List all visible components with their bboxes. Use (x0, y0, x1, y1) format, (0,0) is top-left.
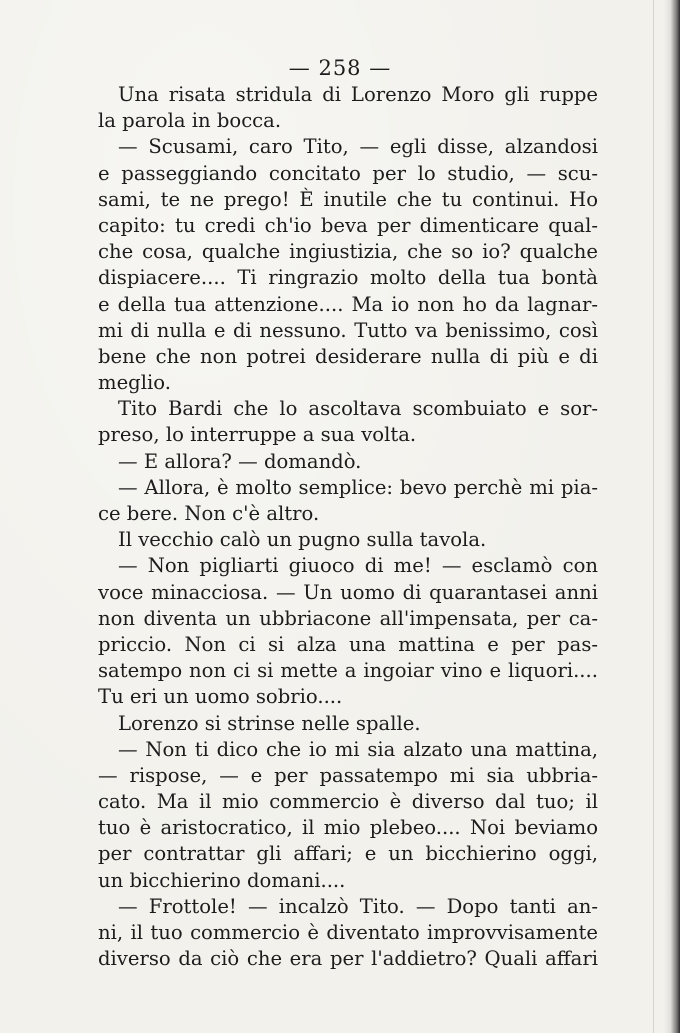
page-binding-shadow (664, 0, 680, 1033)
text-line: e della tua attenzione.... Ma io non ho da lagnar- (98, 292, 598, 316)
text-line: Tu eri un uomo sobrio.... (98, 685, 343, 709)
body-text (98, 82, 598, 972)
text-line: — Non ti dico che io mi sia alzato una mattina, (118, 737, 598, 761)
text-line: non diventa un ubbriacone all'impensata, per ca- (98, 606, 598, 630)
text-line: la parola in bocca. (98, 109, 282, 133)
text-line: Una risata stridula di Lorenzo Moro gli ruppe (118, 83, 598, 106)
text-line: Tito Bardi che lo ascoltava scombuiato e sor- (118, 397, 598, 421)
text-line: priccio. Non ci si alza una mattina e per pas- (98, 632, 598, 656)
text-line: un bicchierino domani.... (98, 868, 346, 892)
text-line: — Scusami, caro Tito, — egli disse, alzandosi (118, 135, 598, 159)
text-line: che cosa, qualche ingiustizia, che so io? qualche (98, 240, 598, 264)
text-line: voce minacciosa. — Un uomo di quarantasei anni (98, 580, 598, 604)
text-line: mi di nulla e di nessuno. Tutto va benissimo, così (98, 318, 598, 342)
text-line: e passeggiando concitato per lo studio, — scu- (98, 161, 598, 185)
text-line: ni, il tuo commercio è diventato improvvisamente (98, 921, 598, 944)
text-line: — Non pigliarti giuoco di me! — esclamò con (118, 554, 598, 578)
text-line: diverso da ciò che era per l'addietro? Quali affari (98, 947, 598, 971)
text-line: Il vecchio calò un pugno sulla tavola. (118, 528, 487, 552)
text-line: Lorenzo si strinse nelle spalle. (118, 711, 421, 735)
text-line: per contrattar gli affari; e un bicchierino oggi, (98, 842, 598, 866)
text-line: cato. Ma il mio commercio è diverso dal tuo; il (98, 790, 598, 814)
text-line: meglio. (98, 371, 171, 395)
text-line: — rispose, — e per passatempo mi sia ubbria- (98, 763, 598, 787)
text-line: — E allora? — domandò. (118, 449, 362, 473)
text-line: dispiacere.... Ti ringrazio molto della tua bontà (98, 266, 598, 290)
text-line: ce bere. Non c'è altro. (98, 502, 320, 525)
text-line: sami, te ne prego! È inutile che tu continui. Ho (98, 187, 598, 211)
text-line: preso, lo interruppe a sua volta. (98, 423, 417, 447)
text-line: capito: tu credi ch'io beva per dimenticare qual- (98, 213, 598, 237)
text-line: — Frottole! — incalzò Tito. — Dopo tanti an- (118, 894, 598, 918)
text-line: bene che non potrei desiderare nulla di più e di (98, 344, 598, 368)
page-edge-line (653, 0, 654, 1033)
page-number: — 258 — (288, 56, 392, 80)
text-line: satempo non ci si mette a ingoiar vino e liquori.... (98, 659, 598, 683)
text-line: — Allora, è molto semplice: bevo perchè mi pia- (118, 475, 598, 499)
text-line: tuo è aristocratico, il mio plebeo.... Noi beviamo (98, 816, 598, 840)
